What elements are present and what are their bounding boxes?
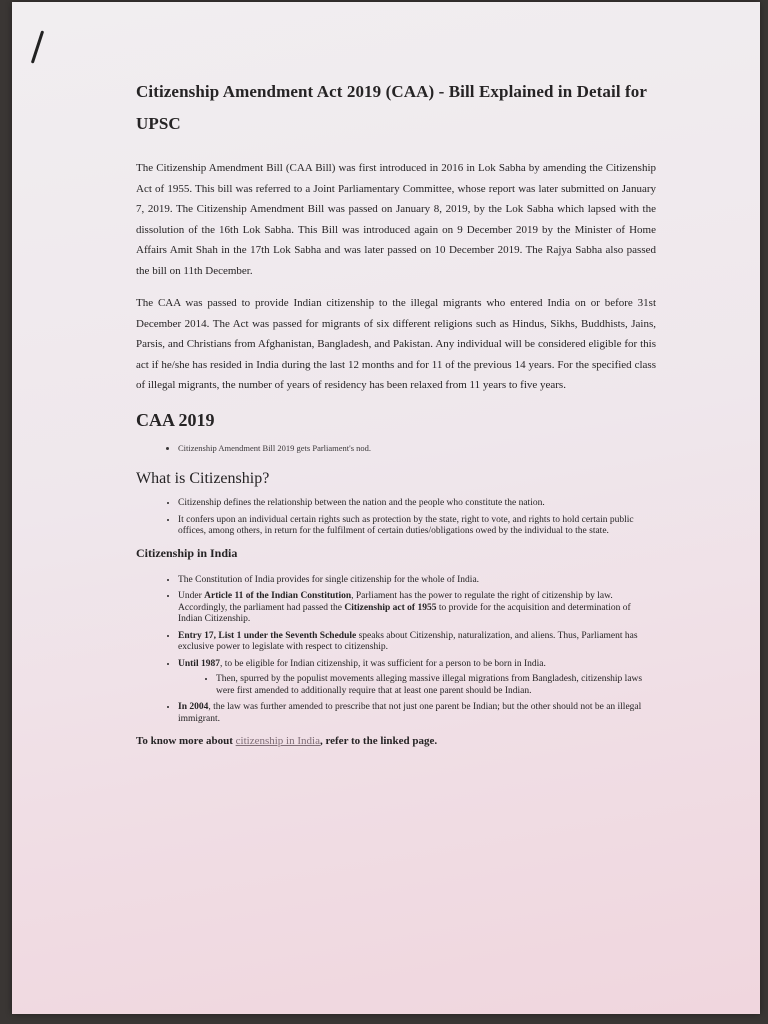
india-bullet-1: • The Constitution of India provides for single citizenship for the whole of India. [178,575,656,587]
india-sub-bullet-list [178,674,656,697]
what-is-citizenship-heading: What is Citizenship? [136,470,270,487]
india-bullet-2 [178,591,656,626]
document-content [136,76,656,747]
bullet-bold: Article 11 of the Indian Constitution [204,591,352,601]
footer-text: , refer to the linked page. [319,735,438,747]
india-bullet-list [136,575,656,726]
caa-bullet: • Citizenship Amendment Bill 2019 gets Parliament's nod. [178,443,656,455]
document-page [12,2,760,1014]
what-bullet-2: • It confers upon an individual certain rights such as protection by the state, right to vote, and rights to hold certain public offices, among others, in return for the fulfilment of certain duties/obligations owed by the individual to the state. [178,515,656,538]
bullet-bold: Citizenship act of 1955 [344,602,437,613]
india-sub-bullet: • Then, spurred by the populist movements alleging massive illegal migrations from Bangladesh, citizenship laws were first amended to additionally require that at least one parent should be Indian. [216,674,656,697]
citizenship-in-india-heading: Citizenship in India [136,545,238,560]
what-bullet-list [136,498,656,538]
bullet-text: , Parliament has the power to regulate the right of citizenship by law. Accordingly, the parliament had passed the [178,591,613,613]
document-title: Citizenship Amendment Act 2019 (CAA) - Bill Explained in Detail for UPSC [136,82,647,133]
intro-paragraph-1: The Citizenship Amendment Bill (CAA Bill) was first introduced in 2016 in Lok Sabha by amending the Citizenship Act of 1955. This bill was referred to a Joint Parliamentary Committee, whose report was later submitted on January 7, 2019. The Citizenship Amendment Bill was passed on January 8, 2019, by the Lok Sabha which lapsed with the dissolution of the 16th Lok Sabha. This Bill was introduced again on 9 December 2019 by the Minister of Home Affairs Amit Shah in the 17th Lok Sabha and was later passed on 10 December 2019. The Rajya Sabha also passed the bill on 11th December. [136,162,656,277]
pen-mark [31,30,44,63]
india-bullet-4 [178,659,656,698]
bullet-text: , to be eligible for Indian citizenship, it was sufficient for a person to be born in India. [219,658,546,669]
what-bullet-1: • Citizenship defines the relationship between the nation and the people who constitute the nation. [178,498,656,510]
caa-bullet-list [136,443,656,455]
bullet-text: , the law was further amended to prescribe that not just one parent be Indian; but the other should not be an illegal immigrant. [178,702,642,724]
intro-paragraph-2: The CAA was passed to provide Indian citizenship to the illegal migrants who entered India on or before 31st December 2014. The Act was passed for migrants of six different religions such as Hindus, Sikhs, Buddhists, Jains, Parsis, and Christians from Afghanistan, Bangladesh, and Pakistan. Any individual will be considered eligible for this act if he/she has resided in India during the last 12 months and for 11 of the previous 14 years. For the specified class of illegal migrants, the number of years of residency has been relaxed from 11 years to five years. [136,297,656,391]
india-bullet-3 [178,631,656,654]
citizenship-in-india-link[interactable]: citizenship in India [235,735,320,747]
bullet-bold: In 2004 [178,702,209,712]
footer-line [136,735,656,747]
bullet-bold: Entry 17, List 1 under the Seventh Schedule [178,630,357,641]
bullet-text: Under [178,591,205,601]
footer-text: To know more about [136,735,236,747]
bullet-text: to provide for the acquisition and determination of Indian Citizenship. [178,602,631,624]
bullet-bold: Until 1987 [178,658,220,669]
india-bullet-5 [178,702,656,725]
caa-heading: CAA 2019 [136,409,215,430]
bullet-text: speaks about Citizenship, naturalization, and aliens. Thus, Parliament has exclusive power to legislate with respect to citizenship. [178,630,638,652]
